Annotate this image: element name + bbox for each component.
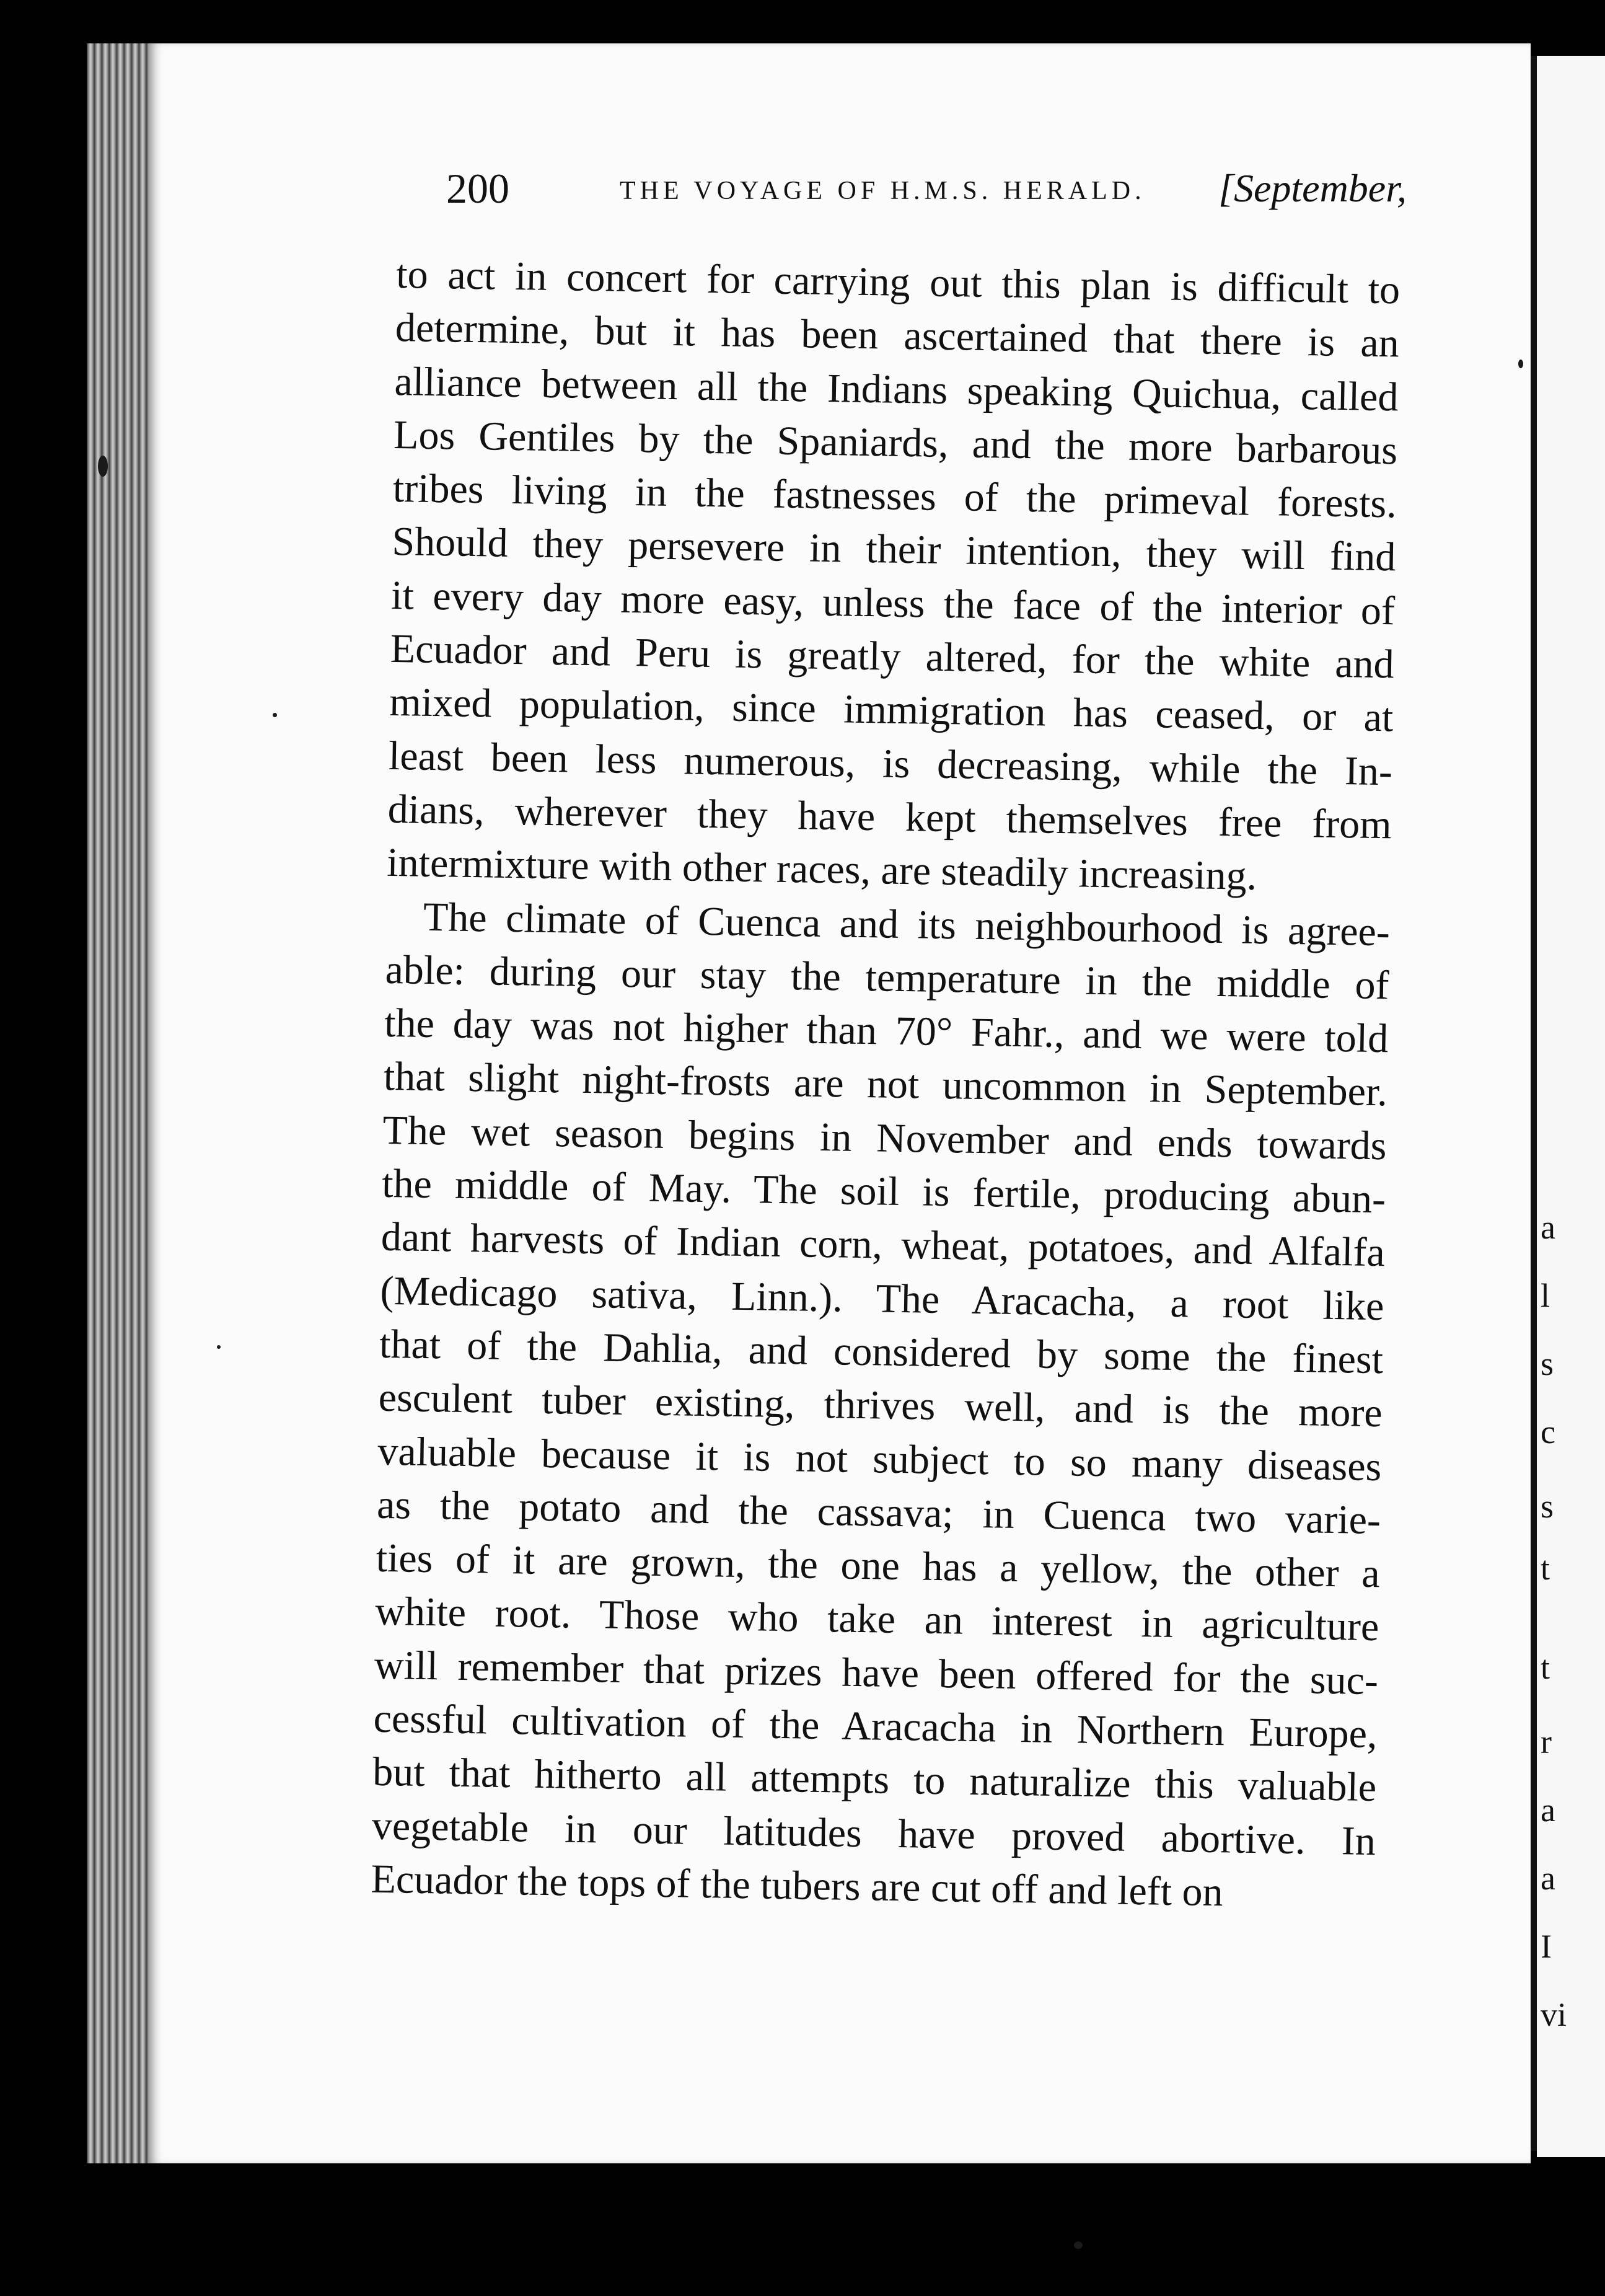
text-line: but that hitherto all attempts to naturalize this valuable [372,1749,1377,1811]
text-line: least been less numerous, is decreasing, while the In- [388,733,1393,795]
text-line: (Medicago sativa, Linn.). The Aracacha, a root like [380,1268,1384,1329]
text-line: vegetable in our latitudes have proved abortive. In [371,1803,1376,1864]
text-line: the middle of May. The soil is fertile, producing abun- [381,1160,1386,1222]
running-title: THE VOYAGE OF H.M.S. HERALD. [620,177,1146,205]
text-line: Ecuador and Peru is greatly altered, for the white and [390,626,1395,687]
facing-page-fragment: r [1541,1723,1552,1760]
facing-page-fragment: vi [1541,1996,1567,2033]
facing-page-fragment: a [1541,1860,1555,1897]
text-line: that of the Dahlia, and considered by some the finest [379,1321,1384,1383]
text-line: The wet season begins in November and ends towards [382,1107,1387,1169]
body-text [371,248,1401,1922]
facing-page-fragment: s [1541,1488,1554,1525]
text-line: to act in concert for carrying out this plan is difficult to [395,251,1401,313]
text-line: Los Gentiles by the Spaniards, and the more barbarous [393,412,1398,474]
text-line: that slight night-frosts are not uncommon in September. [383,1054,1388,1115]
facing-page-fragment: l [1541,1277,1550,1314]
scan-speck [273,713,277,717]
text-line: will remember that prizes have been offered for the suc- [374,1642,1379,1703]
text-line: esculent tuber existing, thrives well, and is the more [378,1375,1383,1436]
scan-speck [1074,2241,1083,2249]
text-line: cessful cultivation of the Aracacha in Northern Europe, [373,1695,1378,1757]
facing-page-fragment: I [1541,1928,1552,1965]
page-number: 200 [446,165,509,212]
text-line: able: during our stay the temperature in the middle of [385,947,1390,1009]
page-gutter [1531,56,1537,2151]
text-line: alliance between all the Indians speaking Quichua, called [394,358,1399,420]
text-line: dians, wherever they have kept themselves free from [387,786,1392,848]
text-line: dant harvests of Indian corn, wheat, potatoes, and Alfalfa [380,1214,1386,1276]
text-line: Should they persevere in their intention, they will find [391,519,1396,580]
facing-page-fragment: t [1541,1550,1550,1587]
text-line: as the potato and the cassava; in Cuenca two varie- [376,1481,1381,1543]
running-head-month: [September, [1218,166,1407,210]
text-line: intermixture with other races, are steadily increasing. [386,840,1257,899]
facing-page-fragment: c [1541,1413,1555,1450]
facing-page-fragment: a [1541,1791,1555,1829]
text-line: white root. Those who take an interest in agriculture [374,1589,1379,1650]
text-line: tribes living in the fastnesses of the primeval forests. [392,466,1397,527]
text-line: determine, but it has been ascertained that there is an [395,305,1400,366]
facing-page-fragment: t [1541,1649,1550,1686]
facing-page-edge [1537,56,1605,2157]
text-line: valuable because it is not subject to so many diseases [377,1428,1382,1490]
text-line: the day was not higher than 70° Fahr., and we were told [384,1000,1389,1062]
text-line: mixed population, since immigration has ceased, or at [389,679,1394,741]
text-line: ties of it are grown, the one has a yellow, the other a [376,1535,1381,1597]
facing-page-fragment: s [1541,1345,1554,1382]
scan-speck [217,1345,221,1349]
text-line: it every day more easy, unless the face of the interior of [390,572,1396,634]
facing-page-fragment: a [1541,1209,1555,1246]
scan-speck [98,456,108,477]
text-line: Ecuador the tops of the tubers are cut off and left on [371,1856,1224,1915]
text-line: The climate of Cuenca and its neighbourhood is agree- [423,894,1391,955]
scan-speck [1518,360,1523,368]
running-head [446,162,1407,214]
